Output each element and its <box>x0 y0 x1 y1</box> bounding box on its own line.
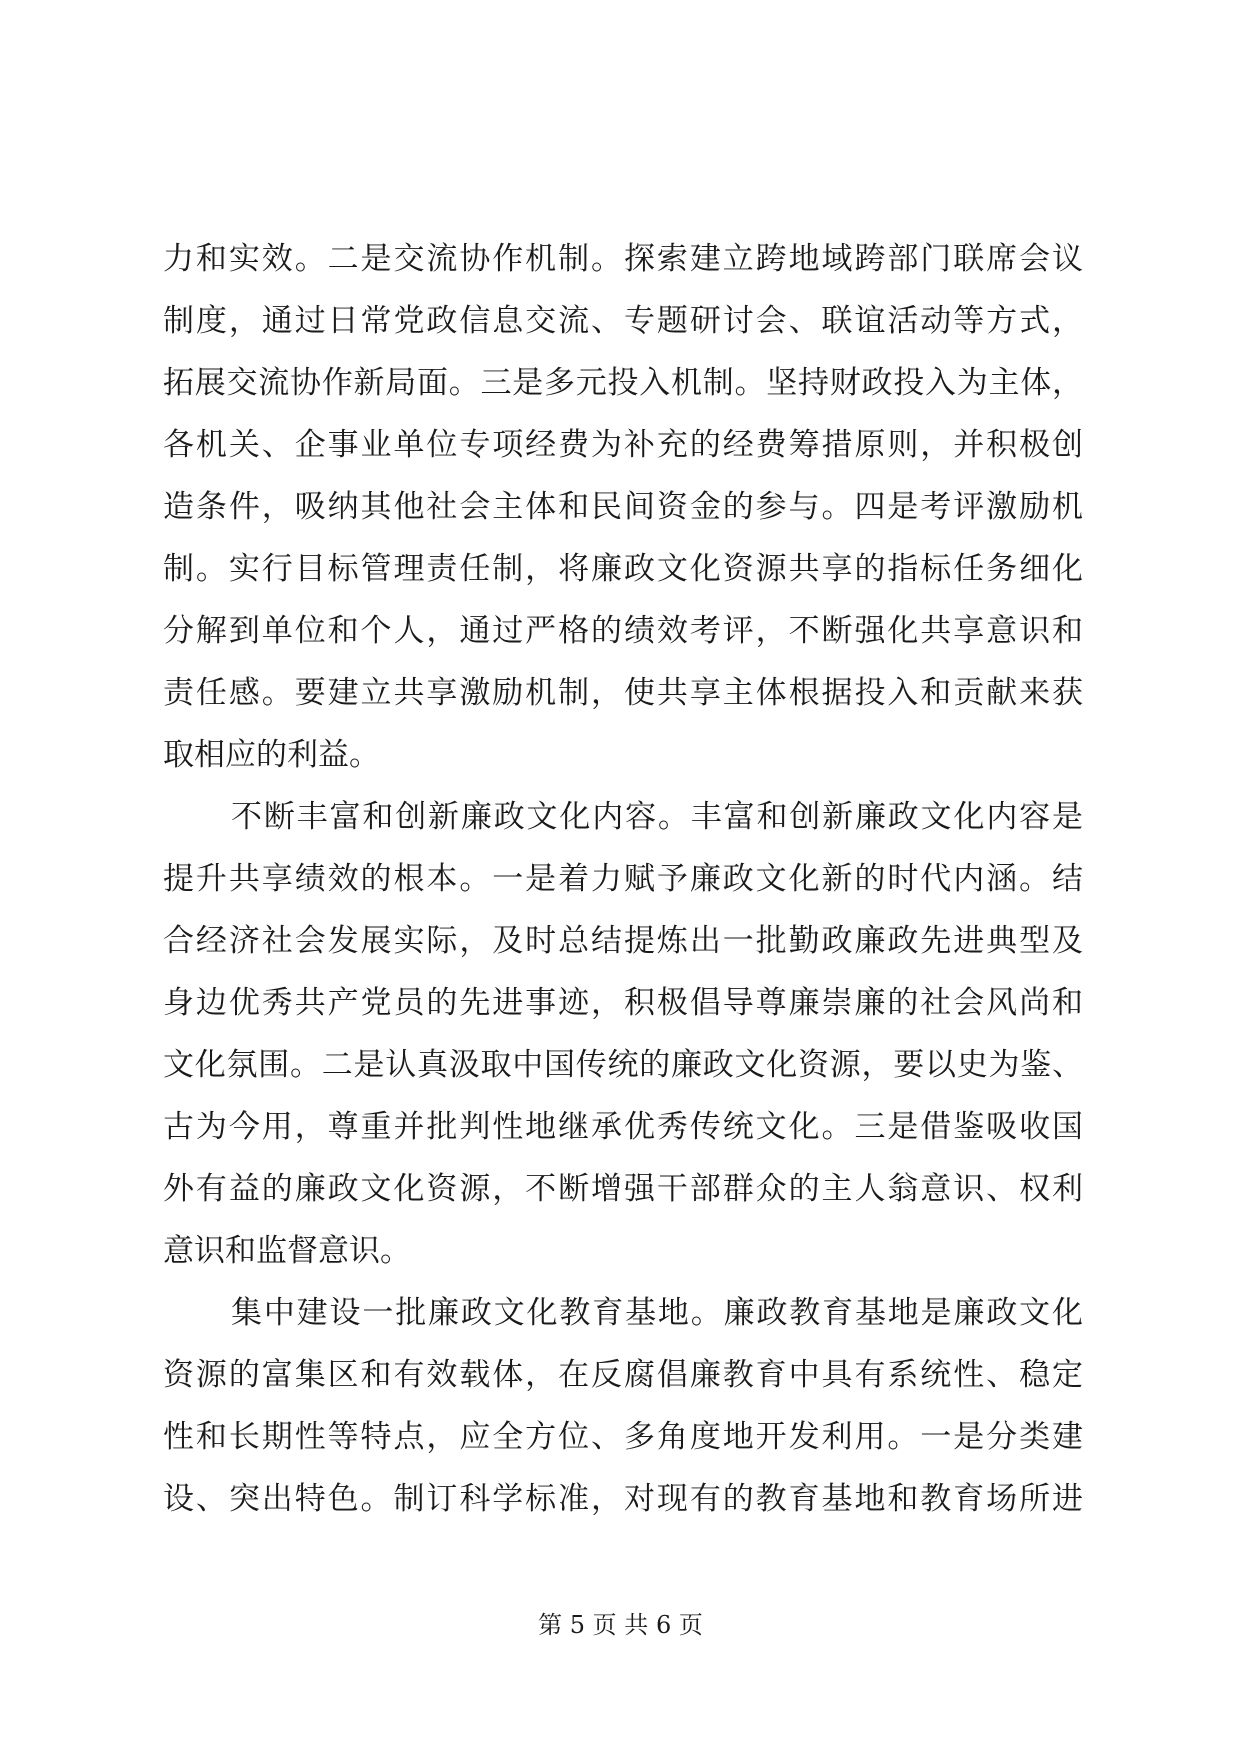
text-line: 合经济社会发展实际，及时总结提炼出一批勤政廉政先进典型及 <box>163 923 1083 959</box>
text-line: 取相应的利益。 <box>163 737 380 773</box>
text-line: 外有益的廉政文化资源，不断增强干部群众的主人翁意识、权利 <box>163 1171 1083 1207</box>
text-line: 力和实效。二是交流协作机制。探索建立跨地域跨部门联席会议 <box>163 241 1083 277</box>
text-line: 责任感。要建立共享激励机制，使共享主体根据投入和贡献来获 <box>163 675 1083 711</box>
text-line: 分解到单位和个人，通过严格的绩效考评，不断强化共享意识和 <box>163 613 1083 649</box>
text-line: 古为今用，尊重并批判性地继承优秀传统文化。三是借鉴吸收国 <box>163 1109 1083 1145</box>
text-line: 性和长期性等特点，应全方位、多角度地开发利用。一是分类建 <box>163 1419 1083 1455</box>
page-footer: 第 5 页 共 6 页 <box>538 1611 703 1639</box>
text-line: 拓展交流协作新局面。三是多元投入机制。坚持财政投入为主体， <box>163 365 1083 401</box>
text-line: 提升共享绩效的根本。一是着力赋予廉政文化新的时代内涵。结 <box>163 861 1083 897</box>
text-line: 造条件，吸纳其他社会主体和民间资金的参与。四是考评激励机 <box>163 489 1083 525</box>
text-line: 设、突出特色。制订科学标准，对现有的教育基地和教育场所进 <box>163 1481 1083 1517</box>
text-line: 意识和监督意识。 <box>163 1233 411 1269</box>
document-body <box>163 228 1083 1530</box>
text-line: 不断丰富和创新廉政文化内容。丰富和创新廉政文化内容是 <box>231 799 1083 835</box>
text-line: 制度，通过日常党政信息交流、专题研讨会、联谊活动等方式， <box>163 303 1083 339</box>
text-line: 集中建设一批廉政文化教育基地。廉政教育基地是廉政文化 <box>231 1295 1083 1331</box>
text-line: 资源的富集区和有效载体，在反腐倡廉教育中具有系统性、稳定 <box>163 1357 1083 1393</box>
text-line: 身边优秀共产党员的先进事迹，积极倡导尊廉崇廉的社会风尚和 <box>163 985 1083 1021</box>
text-line: 各机关、企事业单位专项经费为补充的经费筹措原则，并积极创 <box>163 427 1083 463</box>
text-line: 制。实行目标管理责任制，将廉政文化资源共享的指标任务细化 <box>163 551 1083 587</box>
text-line: 文化氛围。二是认真汲取中国传统的廉政文化资源，要以史为鉴、 <box>163 1047 1083 1083</box>
